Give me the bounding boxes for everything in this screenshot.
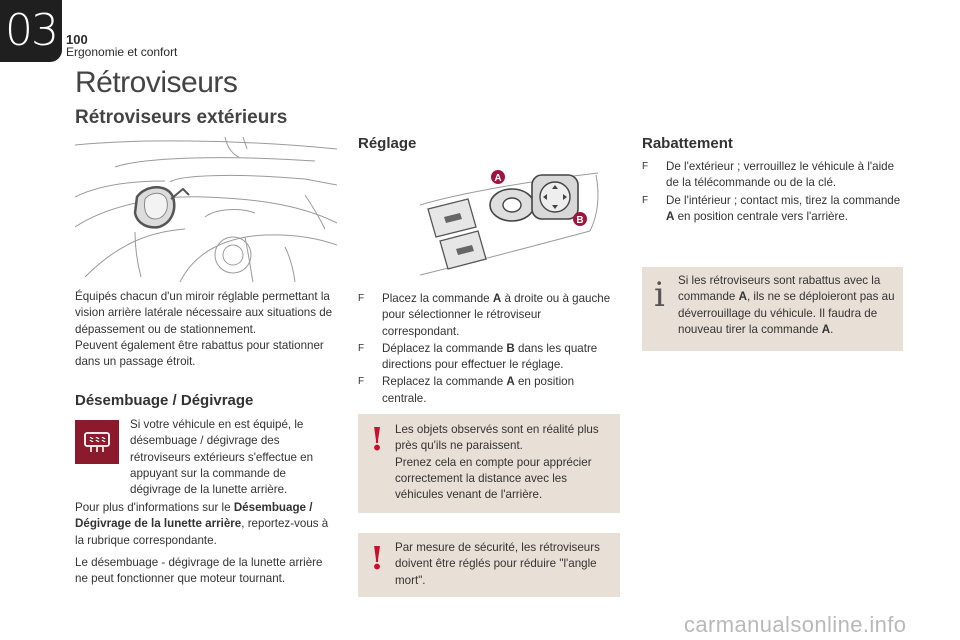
defrost-reference: Désembuage / Dégivrage de la lunette arrière [75,501,313,531]
page-title: Rétroviseurs [75,66,238,99]
list-item: F De l'intérieur ; contact mis, tirez la commande A en position centrale vers l'arrière. [642,193,901,223]
folding-steps [642,159,904,226]
list-item: F Placez la commande A à droite ou à gauche pour sélectionner le rétroviseur correspondant. [358,292,611,338]
info-text: Si les rétroviseurs sont rabattus avec la commande A, ils ne se déploieront pas au déverrouillage du véhicule. Il faudra de nouveau tirer la commande A. [678,274,895,336]
folding-heading: Rabattement [642,135,733,152]
rear-defrost-icon [75,420,119,464]
info-icon: i [654,275,665,315]
warning-box-distance [358,414,620,513]
defrost-engine-note: Le désembuage - dégivrage de la lunette arrière ne peut fonctionner que moteur tournant. [75,556,323,586]
list-item: F De l'extérieur ; verrouillez le véhicule à l'aide de la télécommande ou de la clé. [642,160,895,190]
defrost-heading: Désembuage / Dégivrage [75,392,254,409]
more-info-paragraph: Pour plus d'informations sur le Désembuage / Dégivrage de la lunette arrière, reportez-vous à la rubrique correspondante. [75,501,329,547]
warning-icon: ! [370,420,385,458]
list-item: F Replacez la commande A en position centrale. [358,375,575,405]
section-name: Ergonomie et confort [66,45,178,59]
adjustment-heading: Réglage [358,135,417,152]
intro-paragraph-1: Équipés chacun d'un miroir réglable permettant la vision arrière latérale nécessaire aux situations de dépassement ou de stationnement. [75,290,333,336]
page-number: 100 [66,32,88,47]
list-item: F Déplacez la commande B dans les quatre directions pour effectuer le réglage. [358,341,598,372]
bullet-icon: F [358,293,365,304]
intro-paragraph-2: Peuvent également être rabattus pour stationner dans un passage étroit. [75,338,324,369]
mirror-control-illustration [420,165,600,280]
bullet-icon: F [642,161,649,172]
chapter-number: 03 [0,0,62,62]
defrost-description: Si votre véhicule en est équipé, le désembuage / dégivrage des rétroviseurs extérieurs s'effectue en appuyant sur la commande de dégivrage de la lunette arrière. [130,418,314,497]
control-a-label: A [494,173,502,184]
mirror-illustration [75,137,337,282]
info-box-folding [642,267,903,351]
warning-text-2: Prenez cela en compte pour apprécier correctement la distance avec les véhicules venant de l'arrière. [395,455,592,502]
warning-text-1: Les objets observés sont en réalité plus près qu'ils ne paraissent. [395,423,599,453]
site-watermark: carmanualsonline.info [684,612,907,637]
warning-text-blind-spot: Par mesure de sécurité, les rétroviseurs doivent être réglés pour réduire "l'angle mort". [395,541,600,587]
warning-icon: ! [370,539,385,577]
bullet-icon: F [358,376,365,388]
bullet-icon: F [358,342,365,354]
control-b-label: B [576,215,584,226]
warning-box-blind-spot [358,533,620,597]
bullet-icon: F [642,194,649,206]
page-subtitle: Rétroviseurs extérieurs [75,107,288,128]
adjustment-steps [358,291,620,408]
